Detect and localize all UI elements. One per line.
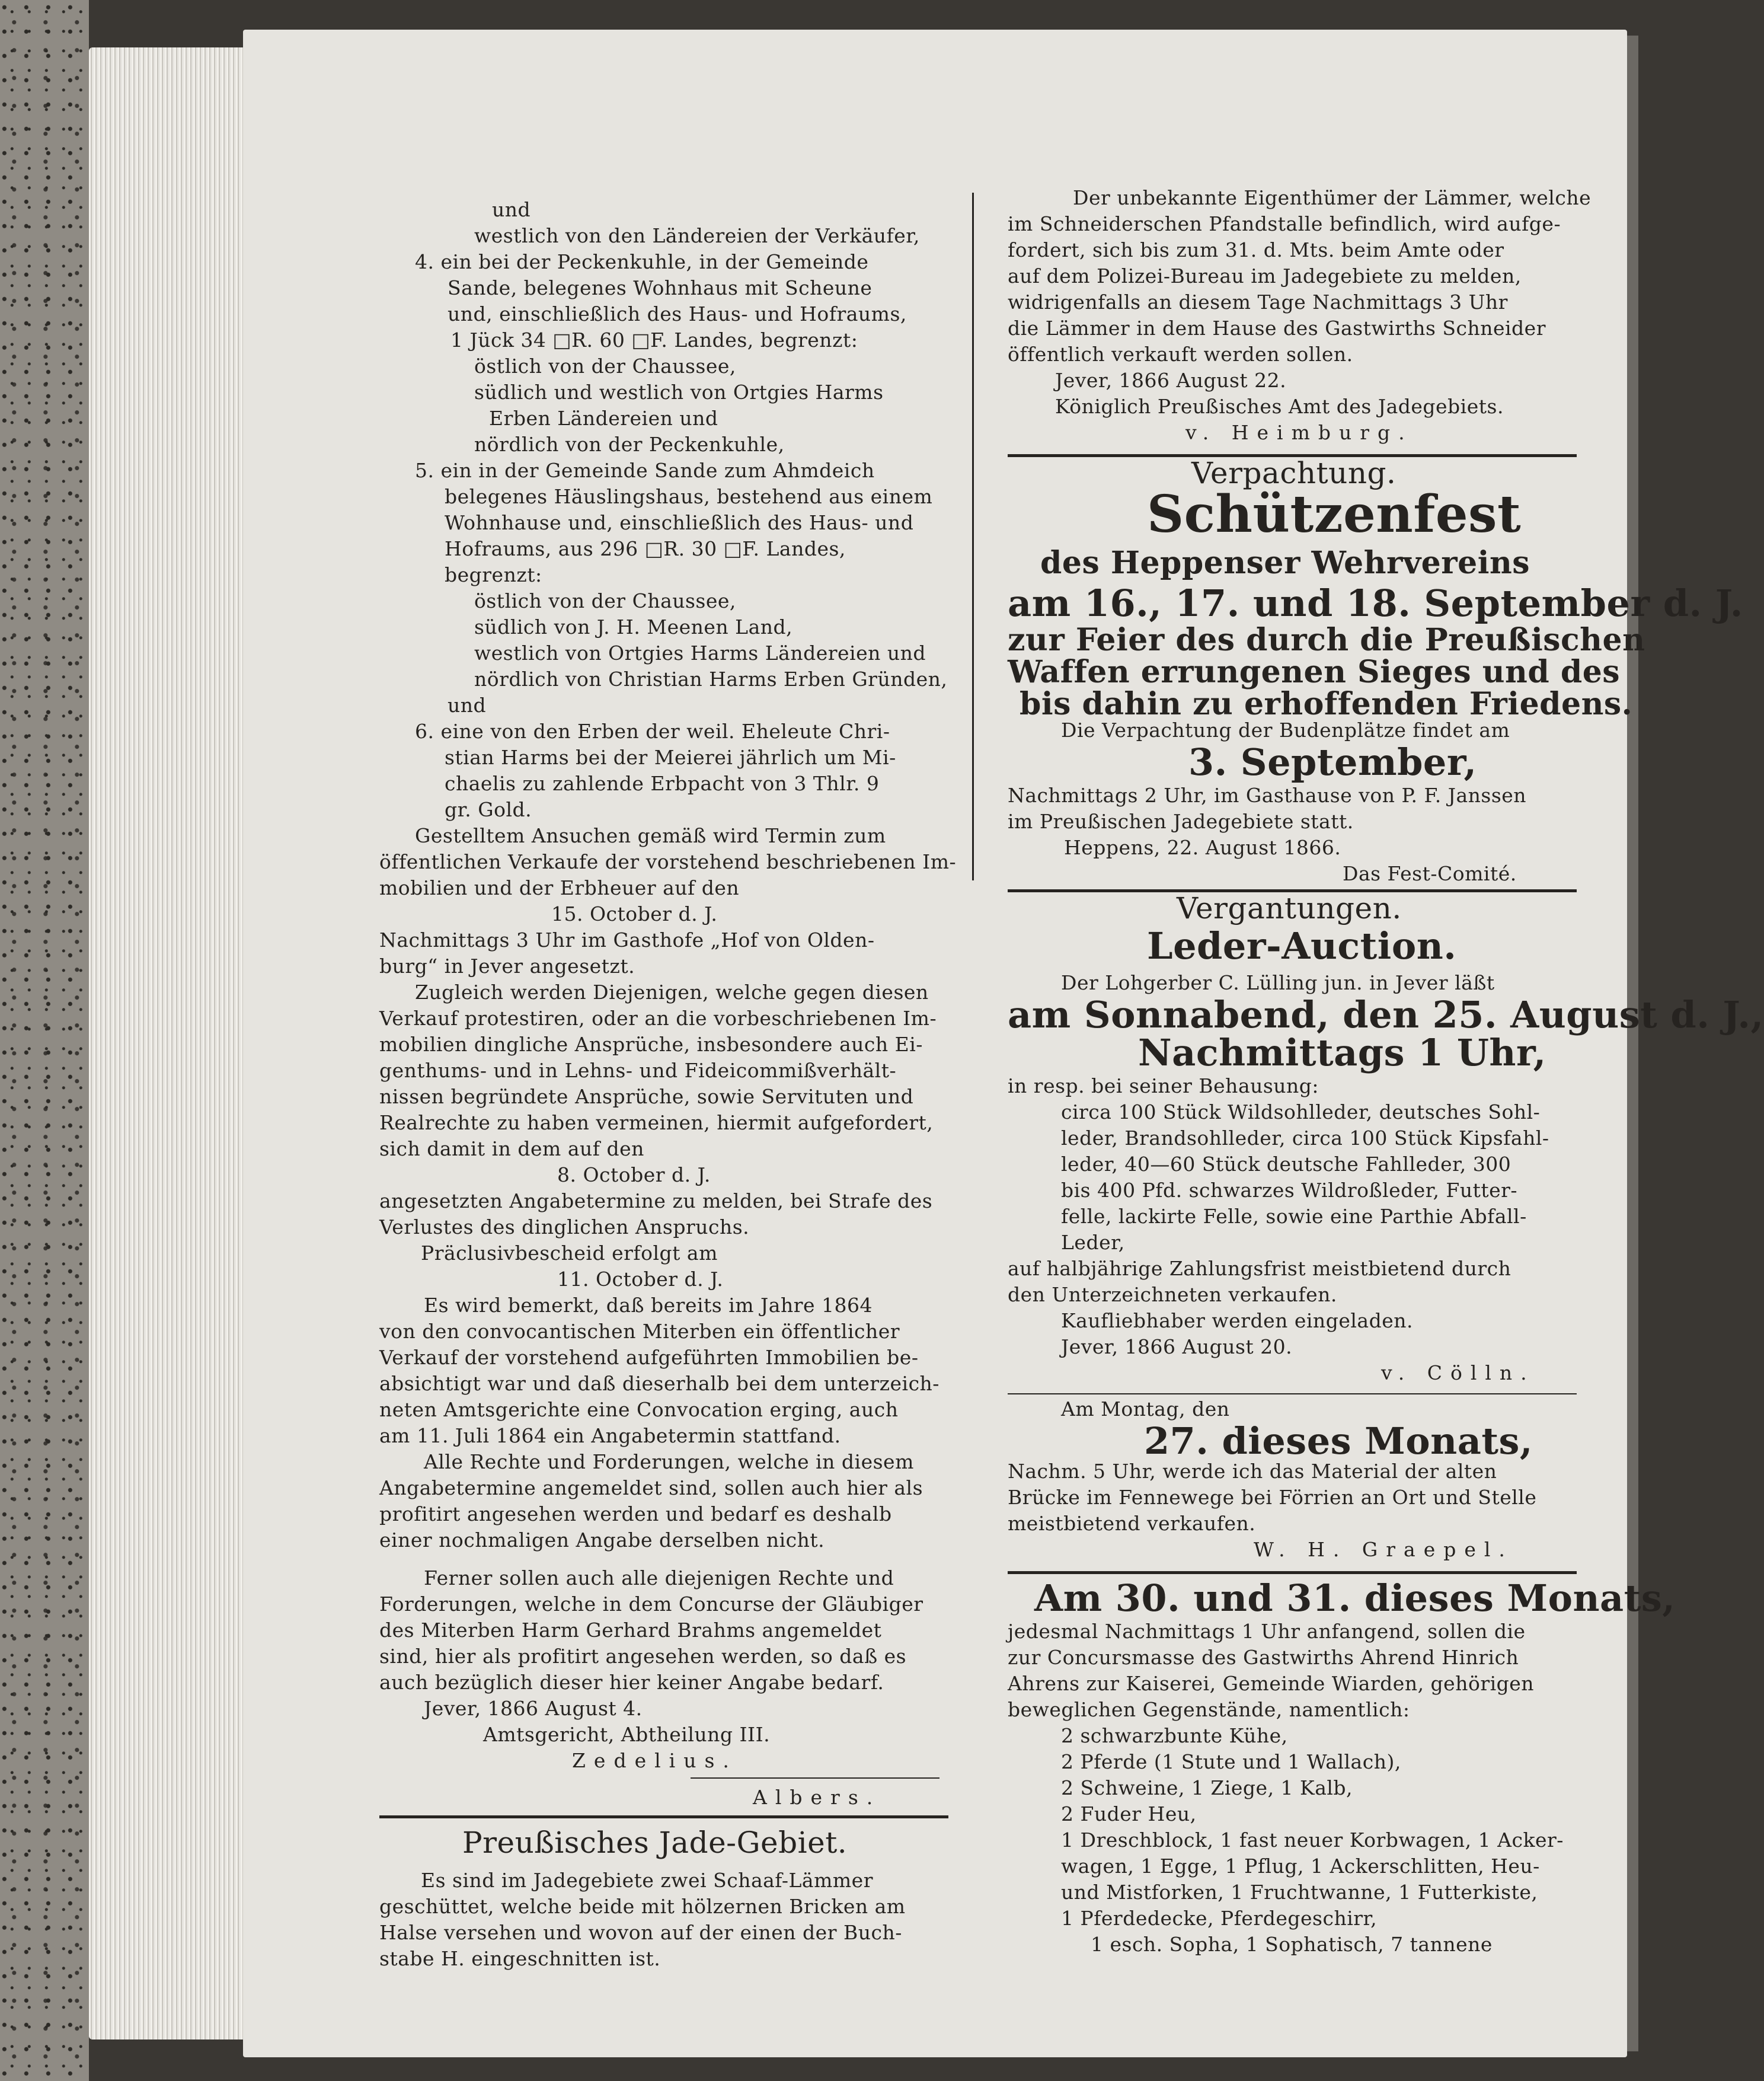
text-line: fordert, sich bis zum 31. d. Mts. beim Amte oder xyxy=(1008,238,1504,261)
text-line: Jever, 1866 August 20. xyxy=(1061,1335,1293,1358)
text-line: profitirt angesehen werden und bedarf es deshalb xyxy=(379,1502,892,1525)
text-line: belegenes Häuslingshaus, bestehend aus einem xyxy=(445,485,933,508)
text-line: südlich von J. H. Meenen Land, xyxy=(474,615,793,639)
text-line: zur Concursmasse des Gastwirths Ahrend Hinrich xyxy=(1008,1646,1519,1669)
text-line: mobilien und der Erbheuer auf den xyxy=(379,876,740,899)
text-line: östlich von der Chaussee, xyxy=(474,589,736,612)
text-line: Brücke im Fennewege bei Förrien an Ort und Stelle xyxy=(1008,1486,1537,1509)
text-line: leder, Brandsohlleder, circa 100 Stück Kipsfahl- xyxy=(1061,1126,1549,1150)
text-line: stian Harms bei der Meierei jährlich um Mi- xyxy=(445,746,896,769)
text-line: meistbietend verkaufen. xyxy=(1008,1512,1256,1535)
section-heading-verpachtung: Verpachtung. xyxy=(1191,456,1396,490)
text-line: und Mistforken, 1 Fruchtwanne, 1 Futterkiste, xyxy=(1061,1881,1538,1904)
text-line: 1 Dreschblock, 1 fast neuer Korbwagen, 1 Acker- xyxy=(1061,1828,1564,1852)
text-line: Heppens, 22. August 1866. xyxy=(1064,836,1341,859)
text-line: auf dem Polizei-Bureau im Jadegebiete zu melden, xyxy=(1008,264,1522,288)
text-line: widrigenfalls an diesem Tage Nachmittags 3 Uhr xyxy=(1008,291,1508,314)
text-line: sind, hier als profitirt angesehen werden, so daß es xyxy=(379,1645,907,1668)
signature-albers: Albers. xyxy=(753,1786,881,1809)
text-line: östlich von der Chaussee, xyxy=(474,355,736,378)
section-heading-vergantungen: Vergantungen. xyxy=(1177,891,1402,925)
text-line: von den convocantischen Miterben ein öffentlicher xyxy=(379,1320,900,1343)
text-line: Halse versehen und wovon auf der einen der Buch- xyxy=(379,1921,902,1944)
event-title-concurs: Am 30. und 31. dieses Monats, xyxy=(1034,1576,1676,1620)
section-rule xyxy=(1008,1571,1577,1574)
text-line: 1 Pferdedecke, Pferdegeschirr, xyxy=(1061,1907,1378,1930)
text-line: südlich und westlich von Ortgies Harms xyxy=(474,381,884,404)
text-line: Verlustes des dinglichen Anspruchs. xyxy=(379,1215,750,1239)
text-line: Der Lohgerber C. Lülling jun. in Jever läßt xyxy=(1061,971,1495,994)
text-line: 8. October d. J. xyxy=(557,1163,711,1186)
text-line: stabe H. eingeschnitten ist. xyxy=(379,1947,661,1970)
signature-graepel: W. H. Graepel. xyxy=(1254,1538,1513,1561)
text-line: zur Feier des durch die Preußischen xyxy=(1008,622,1645,658)
section-rule xyxy=(379,1815,948,1818)
text-line: 5. ein in der Gemeinde Sande zum Ahmdeich xyxy=(415,459,875,482)
text-line: westlich von den Ländereien der Verkäufer, xyxy=(474,224,920,247)
text-line: und, einschließlich des Haus- und Hofraums, xyxy=(448,302,907,325)
text-line: am 11. Juli 1864 ein Angabetermin stattfand. xyxy=(379,1424,841,1447)
text-line: und xyxy=(492,198,531,221)
text-line: Alle Rechte und Forderungen, welche in diesem xyxy=(424,1450,914,1473)
text-line: Sande, belegenes Wohnhaus mit Scheune xyxy=(448,276,873,299)
text-line: absichtigt war und daß dieserhalb bei dem unterzeich- xyxy=(379,1372,939,1395)
text-line: Angabetermine angemeldet sind, sollen auch hier als xyxy=(379,1476,923,1499)
signature-zedelius: Zedelius. xyxy=(572,1749,737,1772)
text-line: burg“ in Jever angesetzt. xyxy=(379,955,635,978)
text-line: begrenzt: xyxy=(445,563,542,586)
text-line: Ferner sollen auch alle diejenigen Rechte und xyxy=(424,1566,894,1590)
text-line: Realrechte zu haben vermeinen, hiermit aufgefordert, xyxy=(379,1111,934,1134)
text-line: angesetzten Angabetermine zu melden, bei Strafe des xyxy=(379,1189,933,1212)
text-line: Amtsgericht, Abtheilung III. xyxy=(483,1723,771,1746)
text-line: am Sonnabend, den 25. August d. J., xyxy=(1008,993,1764,1036)
text-line: Jever, 1866 August 4. xyxy=(424,1697,643,1720)
text-line: genthums- und in Lehns- und Fideicommißverhält- xyxy=(379,1059,897,1082)
text-line: 6. eine von den Erben der weil. Eheleute Chri- xyxy=(415,720,890,743)
text-line: auch bezüglich dieser hier keiner Angabe bedarf. xyxy=(379,1671,884,1694)
text-line: Hofraums, aus 296 □R. 30 □F. Landes, xyxy=(445,537,846,560)
text-line: Präclusivbescheid erfolgt am xyxy=(421,1241,718,1265)
text-line: Verkauf der vorstehend aufgeführten Immobilien be- xyxy=(379,1346,919,1369)
text-line: westlich von Ortgies Harms Ländereien und xyxy=(474,641,926,665)
date-3-september: 3. September, xyxy=(1188,741,1477,784)
text-line: Waffen errungenen Sieges und des xyxy=(1008,654,1621,690)
text-line: 4. ein bei der Peckenkuhle, in der Gemeinde xyxy=(415,250,869,273)
section-heading-jade-gebiet: Preußisches Jade-Gebiet. xyxy=(462,1825,848,1860)
text-line: beweglichen Gegenstände, namentlich: xyxy=(1008,1698,1410,1721)
text-line: 2 Pferde (1 Stute und 1 Wallach), xyxy=(1061,1750,1401,1773)
text-line: des Heppenser Wehrvereins xyxy=(1040,545,1530,581)
text-line: geschüttet, welche beide mit hölzernen Bricken am xyxy=(379,1895,906,1918)
text-line: Nachm. 5 Uhr, werde ich das Material der alten xyxy=(1008,1460,1497,1483)
text-line: Nachmittags 1 Uhr, xyxy=(1138,1031,1546,1074)
text-line: in resp. bei seiner Behausung: xyxy=(1008,1074,1319,1097)
event-title-leder-auction: Leder-Auction. xyxy=(1147,924,1457,968)
text-line: einer nochmaligen Angabe derselben nicht. xyxy=(379,1528,825,1552)
signature-rule xyxy=(691,1777,939,1779)
text-line: neten Amtsgerichte eine Convocation erging, auch xyxy=(379,1398,899,1421)
text-line: Es sind im Jadegebiete zwei Schaaf-Lämmer xyxy=(421,1869,873,1892)
right-page-edge xyxy=(1627,36,1638,2051)
text-line: Nachmittags 2 Uhr, im Gasthause von P. F. Janssen xyxy=(1008,784,1527,807)
text-line: wagen, 1 Egge, 1 Pflug, 1 Ackerschlitten, Heu- xyxy=(1061,1855,1540,1878)
text-line: Wohnhause und, einschließlich des Haus- und xyxy=(445,511,914,534)
text-line: Ahrens zur Kaiserei, Gemeinde Wiarden, gehörigen xyxy=(1008,1672,1535,1695)
text-line: Es wird bemerkt, daß bereits im Jahre 1864 xyxy=(424,1294,873,1317)
text-line: 11. October d. J. xyxy=(557,1268,724,1291)
signature-coelln: v. Cölln. xyxy=(1381,1361,1535,1384)
text-line: Gestelltem Ansuchen gemäß wird Termin zum xyxy=(415,824,886,847)
text-line: circa 100 Stück Wildsohlleder, deutsches Sohl- xyxy=(1061,1100,1541,1124)
text-line: öffentlichen Verkaufe der vorstehend beschriebenen Im- xyxy=(379,850,957,873)
text-line: öffentlich verkauft werden sollen. xyxy=(1008,343,1353,366)
text-line: sich damit in dem auf den xyxy=(379,1137,644,1160)
page-edges xyxy=(89,47,252,2039)
event-title-schuetzenfest: Schützenfest xyxy=(1147,484,1522,544)
column-divider xyxy=(972,193,974,880)
text-line: 15. October d. J. xyxy=(551,902,718,925)
text-line: nördlich von Christian Harms Erben Gründen, xyxy=(474,668,948,691)
text-line: Nachmittags 3 Uhr im Gasthofe „Hof von Olden- xyxy=(379,928,875,952)
text-line: Zugleich werden Diejenigen, welche gegen diesen xyxy=(415,981,929,1004)
text-line: mobilien dingliche Ansprüche, insbesondere auch Ei- xyxy=(379,1033,923,1056)
text-line: im Preußischen Jadegebiete statt. xyxy=(1008,810,1354,833)
text-line: nördlich von der Peckenkuhle, xyxy=(474,433,785,456)
text-line: des Miterben Harm Gerhard Brahms angemeldet xyxy=(379,1619,882,1642)
text-line: Leder, xyxy=(1061,1231,1125,1254)
text-line: Der unbekannte Eigenthümer der Lämmer, welche xyxy=(1073,186,1592,209)
text-line: 2 Schweine, 1 Ziege, 1 Kalb, xyxy=(1061,1776,1353,1799)
text-line: Die Verpachtung der Budenplätze findet am xyxy=(1061,719,1510,742)
text-line: Das Fest-Comité. xyxy=(1343,862,1517,885)
text-line: 1 Jück 34 □R. 60 □F. Landes, begrenzt: xyxy=(450,328,858,352)
text-line: nissen begründete Ansprüche, sowie Servituten und xyxy=(379,1085,914,1108)
section-rule xyxy=(1008,1393,1577,1394)
text-line: Forderungen, welche in dem Concurse der Gläubiger xyxy=(379,1592,923,1616)
text-line: Verkauf protestiren, oder an die vorbeschriebenen Im- xyxy=(379,1007,937,1030)
text-line: die Lämmer in dem Hause des Gastwirths Schneider xyxy=(1008,317,1546,340)
text-line: 2 schwarzbunte Kühe, xyxy=(1061,1724,1288,1747)
text-line: und xyxy=(448,694,487,717)
text-line: jedesmal Nachmittags 1 Uhr anfangend, sollen die xyxy=(1008,1620,1526,1643)
text-line: 1 esch. Sopha, 1 Sophatisch, 7 tannene xyxy=(1091,1933,1493,1956)
text-line: gr. Gold. xyxy=(445,798,532,821)
text-line: Kaufliebhaber werden eingeladen. xyxy=(1061,1309,1413,1332)
text-line: felle, lackirte Felle, sowie eine Parthie Abfall- xyxy=(1061,1205,1527,1228)
text-line: Königlich Preußisches Amt des Jadegebiets. xyxy=(1055,395,1504,418)
text-line: 2 Fuder Heu, xyxy=(1061,1802,1197,1825)
text-line: am 16., 17. und 18. September d. J. xyxy=(1008,582,1743,625)
text-line: chaelis zu zahlende Erbpacht von 3 Thlr. 9 xyxy=(445,772,880,795)
text-line: bis 400 Pfd. schwarzes Wildroßleder, Futter- xyxy=(1061,1179,1518,1202)
text-line: auf halbjährige Zahlungsfrist meistbietend durch xyxy=(1008,1257,1511,1280)
text-line: Erben Ländereien und xyxy=(489,407,718,430)
date-27-dieses-monats: 27. dieses Monats, xyxy=(1144,1419,1533,1463)
text-line: Jever, 1866 August 22. xyxy=(1055,369,1287,392)
signature-heimburg: v. Heimburg. xyxy=(1185,421,1413,444)
text-line: leder, 40—60 Stück deutsche Fahlleder, 300 xyxy=(1061,1153,1511,1176)
text-line: Am Montag, den xyxy=(1061,1397,1230,1421)
text-line: bis dahin zu erhoffenden Friedens. xyxy=(1020,686,1633,722)
text-line: im Schneiderschen Pfandstalle befindlich, wird aufge- xyxy=(1008,212,1561,235)
book-binding xyxy=(0,0,89,2081)
text-line: den Unterzeichneten verkaufen. xyxy=(1008,1283,1337,1306)
